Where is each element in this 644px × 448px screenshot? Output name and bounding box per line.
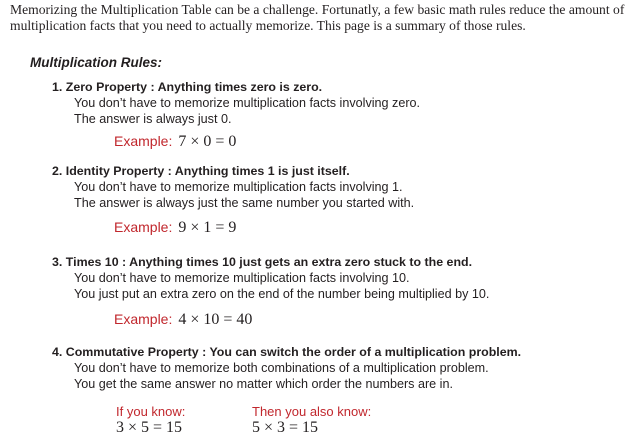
example-label: Example:: [114, 311, 173, 327]
then-you-know-block: [252, 404, 371, 436]
rule-line: You don’t have to memorize multiplication facts involving zero.: [74, 96, 421, 110]
rule-heading: 2. Identity Property : Anything times 1 is just itself.: [52, 164, 350, 178]
rule-line: You get the same answer no matter which order the numbers are in.: [74, 377, 453, 391]
rule-heading: 4. Commutative Property : You can switch the order of a multiplication problem.: [52, 345, 522, 359]
rule-line: You just put an extra zero on the end of the number being multiplied by 10.: [74, 287, 490, 301]
rule-line: The answer is always just the same number you started with.: [74, 196, 415, 210]
if-you-know-label: If you know:: [116, 404, 186, 419]
example-label: Example:: [114, 219, 173, 235]
example-times-ten: [114, 311, 252, 329]
rule-line: You don’t have to memorize multiplication facts involving 10.: [74, 271, 410, 285]
intro-paragraph: Memorizing the Multiplication Table can be a challenge. Fortunatly, a few basic math rules reduce the amount of multiplication facts that you need to actually memorize. This page is a summary of those rules.: [10, 2, 625, 33]
then-you-know-equation: 5 × 3 = 15: [252, 419, 319, 436]
rule-times-ten: [52, 254, 637, 302]
example-equation: 4 × 10 = 40: [178, 311, 253, 328]
rule-line: You don’t have to memorize multiplication facts involving 1.: [74, 180, 403, 194]
if-you-know-equation: 3 × 5 = 15: [116, 419, 183, 436]
rule-heading: 3. Times 10 : Anything times 10 just gets an extra zero stuck to the end.: [52, 255, 473, 269]
example-zero-property: [114, 133, 236, 151]
example-identity-property: [114, 219, 236, 237]
rule-commutative-property: [52, 344, 637, 392]
rule-heading: 1. Zero Property : Anything times zero is zero.: [52, 80, 323, 94]
example-equation: 9 × 1 = 9: [178, 219, 237, 236]
example-equation: 7 × 0 = 0: [178, 133, 237, 150]
section-title: Multiplication Rules:: [30, 55, 163, 70]
rule-identity-property: [52, 163, 637, 211]
example-label: Example:: [114, 133, 173, 149]
rule-zero-property: [52, 79, 637, 127]
if-you-know-block: [116, 404, 185, 436]
rule-line: The answer is always just 0.: [74, 112, 232, 126]
then-you-know-label: Then you also know:: [252, 404, 372, 419]
rule-line: You don’t have to memorize both combinations of a multiplication problem.: [74, 361, 489, 375]
